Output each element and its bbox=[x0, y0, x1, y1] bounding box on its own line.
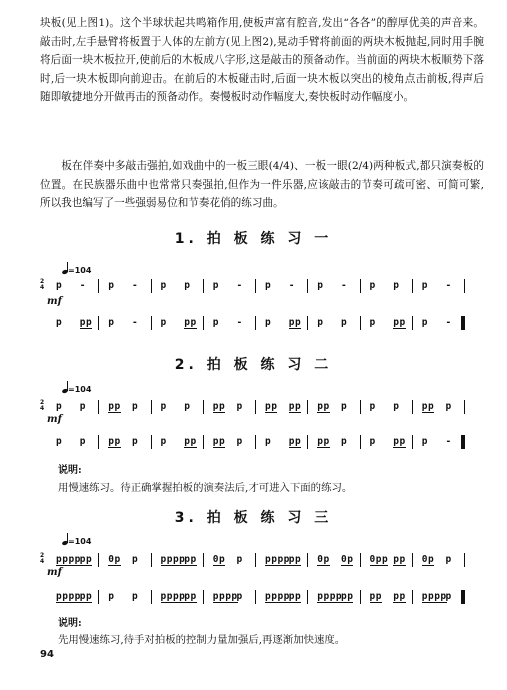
beat-note: pp bbox=[184, 591, 197, 602]
rest-dash: - bbox=[288, 280, 295, 291]
barline bbox=[307, 316, 308, 330]
beat-note: p bbox=[341, 401, 348, 412]
beat-note: p bbox=[108, 591, 115, 602]
barline bbox=[412, 590, 413, 604]
exercise-2-tempo: =104 bbox=[62, 381, 91, 394]
beat-note: p bbox=[160, 280, 167, 291]
beat-note: 0p bbox=[108, 554, 121, 565]
beat-note: p bbox=[108, 280, 115, 291]
beat-note: 0p bbox=[212, 554, 226, 565]
beat-note: pppp bbox=[160, 554, 186, 565]
beat-note: p bbox=[393, 401, 400, 412]
beat-note: p bbox=[265, 280, 272, 291]
barline bbox=[412, 553, 413, 567]
beat-note: pp bbox=[288, 436, 302, 447]
beat-note: p bbox=[236, 401, 243, 412]
barline bbox=[98, 279, 99, 293]
final-barline bbox=[461, 435, 465, 449]
beat-note: pp bbox=[265, 401, 278, 412]
beat-note: p bbox=[341, 436, 348, 447]
barline bbox=[98, 590, 99, 604]
barline bbox=[412, 435, 413, 449]
beat-note: pp bbox=[79, 317, 93, 328]
beat-note: p bbox=[369, 401, 376, 412]
beat-note: p bbox=[445, 401, 452, 412]
beat-note: pp bbox=[184, 317, 197, 328]
beat-note: p bbox=[393, 280, 400, 291]
beat-note: p bbox=[369, 280, 376, 291]
rest-dash: - bbox=[341, 280, 348, 291]
exercise-2-title: 2. 拍 板 练 习 二 bbox=[174, 357, 333, 373]
exercise-2-note-text: 用慢速练习。待正确掌握拍板的演奏法后,才可进入下面的练习。 bbox=[58, 482, 353, 494]
beat-note: pp bbox=[184, 554, 197, 565]
beat-note: p bbox=[56, 401, 63, 412]
barline bbox=[151, 400, 152, 414]
barline bbox=[360, 316, 361, 330]
barline bbox=[360, 279, 361, 293]
beat-note: pp bbox=[108, 401, 121, 412]
beat-note: p bbox=[56, 436, 63, 447]
exercise-3-timesig: 2 4 bbox=[40, 552, 45, 565]
beat-note: p bbox=[445, 554, 452, 565]
exercise-1-row-1 bbox=[40, 280, 470, 296]
beat-note: pppp bbox=[212, 591, 238, 602]
barline bbox=[203, 400, 204, 414]
exercise-2-note-label: 说明: bbox=[58, 465, 82, 476]
exercise-1-timesig: 2 4 bbox=[40, 278, 45, 291]
beat-note: pp bbox=[393, 554, 406, 565]
rest-dash: - bbox=[445, 280, 452, 291]
beat-note: p bbox=[421, 317, 428, 328]
beat-note: p bbox=[56, 280, 63, 291]
beat-note: 0p bbox=[317, 554, 330, 565]
barline bbox=[360, 590, 361, 604]
beat-note: pp bbox=[369, 591, 382, 602]
barline bbox=[98, 400, 99, 414]
barline bbox=[255, 553, 256, 567]
beat-note: p bbox=[160, 436, 167, 447]
barline bbox=[360, 553, 361, 567]
barline bbox=[255, 590, 256, 604]
barline bbox=[307, 400, 308, 414]
beat-note: p bbox=[236, 554, 243, 565]
barline bbox=[360, 435, 361, 449]
barline bbox=[412, 400, 413, 414]
beat-note: pp bbox=[341, 591, 354, 602]
barline bbox=[98, 553, 99, 567]
rest-dash: - bbox=[236, 280, 243, 291]
beat-note: p bbox=[184, 401, 191, 412]
beat-note: pppp bbox=[56, 554, 81, 565]
beat-note: p bbox=[317, 317, 324, 328]
barline bbox=[203, 316, 204, 330]
beat-note: pp bbox=[317, 436, 330, 447]
exercise-1-dynamic: mf bbox=[47, 296, 62, 307]
beat-note: p bbox=[317, 280, 324, 291]
beat-note: pppp bbox=[56, 591, 81, 602]
beat-note: pp bbox=[288, 317, 302, 328]
beat-note: p bbox=[79, 401, 86, 412]
barline bbox=[203, 279, 204, 293]
rest-dash: - bbox=[445, 317, 452, 328]
beat-note: p bbox=[341, 317, 348, 328]
exercise-3-row-1 bbox=[40, 554, 470, 570]
exercise-2-row-2 bbox=[40, 436, 470, 452]
beat-note: pppp bbox=[160, 591, 186, 602]
beat-note: pp bbox=[108, 436, 121, 447]
beat-note: pp bbox=[79, 554, 93, 565]
beat-note: p bbox=[79, 436, 86, 447]
barline bbox=[360, 400, 361, 414]
intro-paragraph-1: 块板(见上图1)。这个半球状起共鸣箱作用,使板声富有腔音,发出“各各”的醇厚优美的声音来。敲击时,左手悬臂将板置于人体的左前方(见上图2),晃动手臂将前面的两块木板抛起,同时用手腕将后面一块木板拉开,使前后的木板成八字形,这是敲击的预备动作。当前面的两块木板顺势下落时,后一块木板即向前迎击。在前后的木板碰击时,后面一块木板以突出的棱角点击前板,得声后随即敏捷地分开做再击的预备动作。奏慢板时动作幅度大,奏快板时动作幅度小。 bbox=[40, 17, 484, 103]
beat-note: p bbox=[160, 317, 167, 328]
beat-note: 0p bbox=[421, 554, 435, 565]
barline bbox=[203, 435, 204, 449]
beat-note: p bbox=[236, 591, 243, 602]
barline bbox=[307, 435, 308, 449]
beat-note: pp bbox=[212, 401, 226, 412]
barline bbox=[255, 400, 256, 414]
beat-note: pp bbox=[393, 317, 406, 328]
beat-note: p bbox=[421, 280, 428, 291]
beat-note: pp bbox=[421, 401, 435, 412]
beat-note: p bbox=[212, 317, 219, 328]
beat-note: p bbox=[445, 591, 452, 602]
beat-note: p bbox=[421, 436, 428, 447]
beat-note: p bbox=[369, 436, 376, 447]
exercise-3-tempo: =104 bbox=[62, 533, 91, 546]
beat-note: p bbox=[132, 554, 139, 565]
beat-note: pp bbox=[79, 591, 93, 602]
barline bbox=[98, 316, 99, 330]
rest-dash: - bbox=[79, 280, 86, 291]
beat-note: p bbox=[212, 280, 219, 291]
barline bbox=[151, 316, 152, 330]
barline bbox=[255, 279, 256, 293]
barline bbox=[307, 590, 308, 604]
rest-dash: - bbox=[132, 317, 139, 328]
beat-note: pppp bbox=[317, 591, 343, 602]
barline bbox=[151, 279, 152, 293]
final-barline bbox=[461, 590, 465, 604]
rest-dash: - bbox=[132, 280, 139, 291]
exercise-2-timesig: 2 4 bbox=[40, 399, 45, 412]
barline bbox=[307, 279, 308, 293]
beat-note: p bbox=[265, 436, 272, 447]
beat-note: p bbox=[132, 401, 139, 412]
beat-note: p bbox=[132, 591, 139, 602]
barline bbox=[255, 316, 256, 330]
barline bbox=[98, 435, 99, 449]
intro-paragraph-2: 板在伴奏中多敲击强拍,如戏曲中的一板三眼(4/4)、一板一眼(2/4)两种板式,都只演奏板的位置。在民族器乐曲中也常常只奏强拍,但作为一件乐器,应该敲击的节奏可疏可密、可简可繁,所以我也编写了一些强弱易位和节奏花俏的练习曲。 bbox=[40, 160, 484, 209]
beat-note: p bbox=[108, 317, 115, 328]
beat-note: p bbox=[236, 436, 243, 447]
beat-note: pp bbox=[288, 401, 302, 412]
beat-note: pp bbox=[288, 591, 302, 602]
barline bbox=[203, 590, 204, 604]
rest-dash: - bbox=[236, 317, 243, 328]
exercise-1-row-2 bbox=[40, 317, 470, 333]
beat-note: 0pp bbox=[369, 554, 389, 565]
beat-note: p bbox=[132, 436, 139, 447]
beat-note: pp bbox=[288, 554, 302, 565]
beat-note: pppp bbox=[421, 591, 447, 602]
barline bbox=[151, 553, 152, 567]
exercise-2-row-1 bbox=[40, 401, 470, 417]
exercise-1-title: 1. 拍 板 练 习 一 bbox=[174, 231, 333, 247]
final-barline bbox=[461, 316, 465, 330]
beat-note: pp bbox=[393, 591, 406, 602]
beat-note: pp bbox=[317, 401, 330, 412]
beat-note: pppp bbox=[265, 591, 290, 602]
exercise-1-tempo: =104 bbox=[62, 262, 91, 275]
beat-note: pp bbox=[212, 436, 226, 447]
beat-note: pp bbox=[393, 436, 406, 447]
beat-note: p bbox=[369, 317, 376, 328]
rest-dash: - bbox=[445, 436, 452, 447]
barline bbox=[412, 316, 413, 330]
barline bbox=[464, 400, 465, 414]
barline bbox=[412, 279, 413, 293]
beat-note: p bbox=[265, 317, 272, 328]
barline bbox=[255, 435, 256, 449]
beat-note: pppp bbox=[265, 554, 290, 565]
exercise-3-note-label: 说明: bbox=[58, 618, 82, 629]
exercise-3-dynamic: mf bbox=[47, 567, 62, 578]
exercise-3-title: 3. 拍 板 练 习 三 bbox=[174, 510, 333, 526]
beat-note: p bbox=[184, 280, 191, 291]
barline bbox=[464, 279, 465, 293]
beat-note: p bbox=[56, 317, 63, 328]
exercise-3-note-text: 先用慢速练习,待手对拍板的控制力量加强后,再逐渐加快速度。 bbox=[58, 634, 346, 646]
beat-note: pp bbox=[184, 436, 197, 447]
barline bbox=[151, 435, 152, 449]
barline bbox=[151, 590, 152, 604]
beat-note: 0p bbox=[341, 554, 354, 565]
exercise-3-row-2 bbox=[40, 591, 470, 607]
barline bbox=[464, 553, 465, 567]
barline bbox=[307, 553, 308, 567]
page-number: 94 bbox=[40, 649, 54, 660]
exercise-2-dynamic: mf bbox=[47, 414, 62, 425]
barline bbox=[203, 553, 204, 567]
beat-note: p bbox=[160, 401, 167, 412]
